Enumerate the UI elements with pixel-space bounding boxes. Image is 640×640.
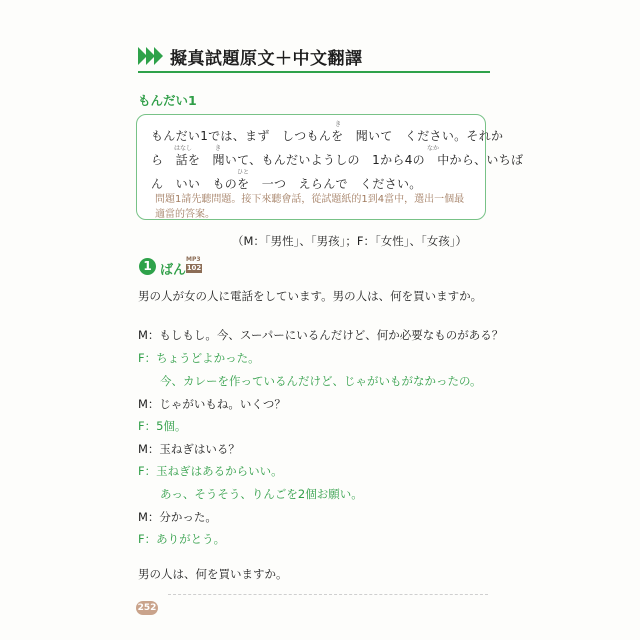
- furigana: ひと: [237, 169, 250, 176]
- problem-label: ばん: [160, 263, 187, 278]
- dialogue-line: 今、カレーを作っているんだけど、じゃがいもがなかったの。: [160, 374, 482, 388]
- dialogue-line: M：じゃがいもね。いくつ？: [138, 397, 286, 411]
- section-label: もんだい1: [138, 93, 197, 108]
- problem-number-badge: 1: [139, 258, 156, 275]
- page-title: 擬真試題原文＋中文翻譯: [170, 49, 363, 69]
- dialogue-line: F：5個。: [138, 419, 187, 433]
- mp3-label: MP3: [186, 256, 201, 263]
- dialogue-line: F：玉ねぎはあるからいい。: [138, 464, 283, 478]
- instruction-line: もんだい1では、まず しつもんを 聞いて ください。それか: [151, 129, 504, 143]
- instruction-translation: 問題1請先聽問題。接下來聽會話，從試題紙的1到4當中，選出一個最: [155, 194, 465, 205]
- footer-divider: [168, 594, 488, 595]
- question-text: 男の人が女の人に電話をしています。男の人は、何を買いますか。: [138, 289, 483, 303]
- dialogue-line: M：分かった。: [138, 510, 217, 524]
- instruction-box: [136, 114, 524, 220]
- header-divider: [138, 71, 490, 73]
- page-number-badge: 252: [137, 603, 157, 613]
- instruction-line: ら 話を 聞いて、もんだいようしの 1から4の 中から、いちば: [151, 153, 524, 167]
- track-badge: 102: [186, 264, 202, 272]
- furigana: き: [215, 145, 222, 152]
- speaker-legend: （M：「男性」、「男孩」；F：「女性」、「女孩」）: [232, 234, 468, 248]
- dialogue-line: M：玉ねぎはいる？: [138, 442, 240, 456]
- chevron-right-icon: [154, 47, 163, 65]
- furigana: なか: [427, 145, 440, 152]
- instruction-line: ん いい ものを 一つ えらんで ください。: [151, 177, 422, 191]
- dialogue-line: あっ、そうそう、りんごを2個お願い。: [160, 487, 363, 501]
- furigana: き: [335, 121, 342, 128]
- instruction-translation: 適當的答案。: [155, 209, 215, 220]
- dialogue-line: M：もしもし。今、スーパーにいるんだけど、何か必要なものがある？: [138, 328, 504, 342]
- section-header: [138, 44, 490, 74]
- dialogue-line: F：ありがとう。: [138, 532, 226, 546]
- furigana: はなし: [174, 145, 193, 152]
- dialogue-line: F：ちょうどよかった。: [138, 351, 260, 365]
- final-question-text: 男の人は、何を買いますか。: [138, 567, 288, 581]
